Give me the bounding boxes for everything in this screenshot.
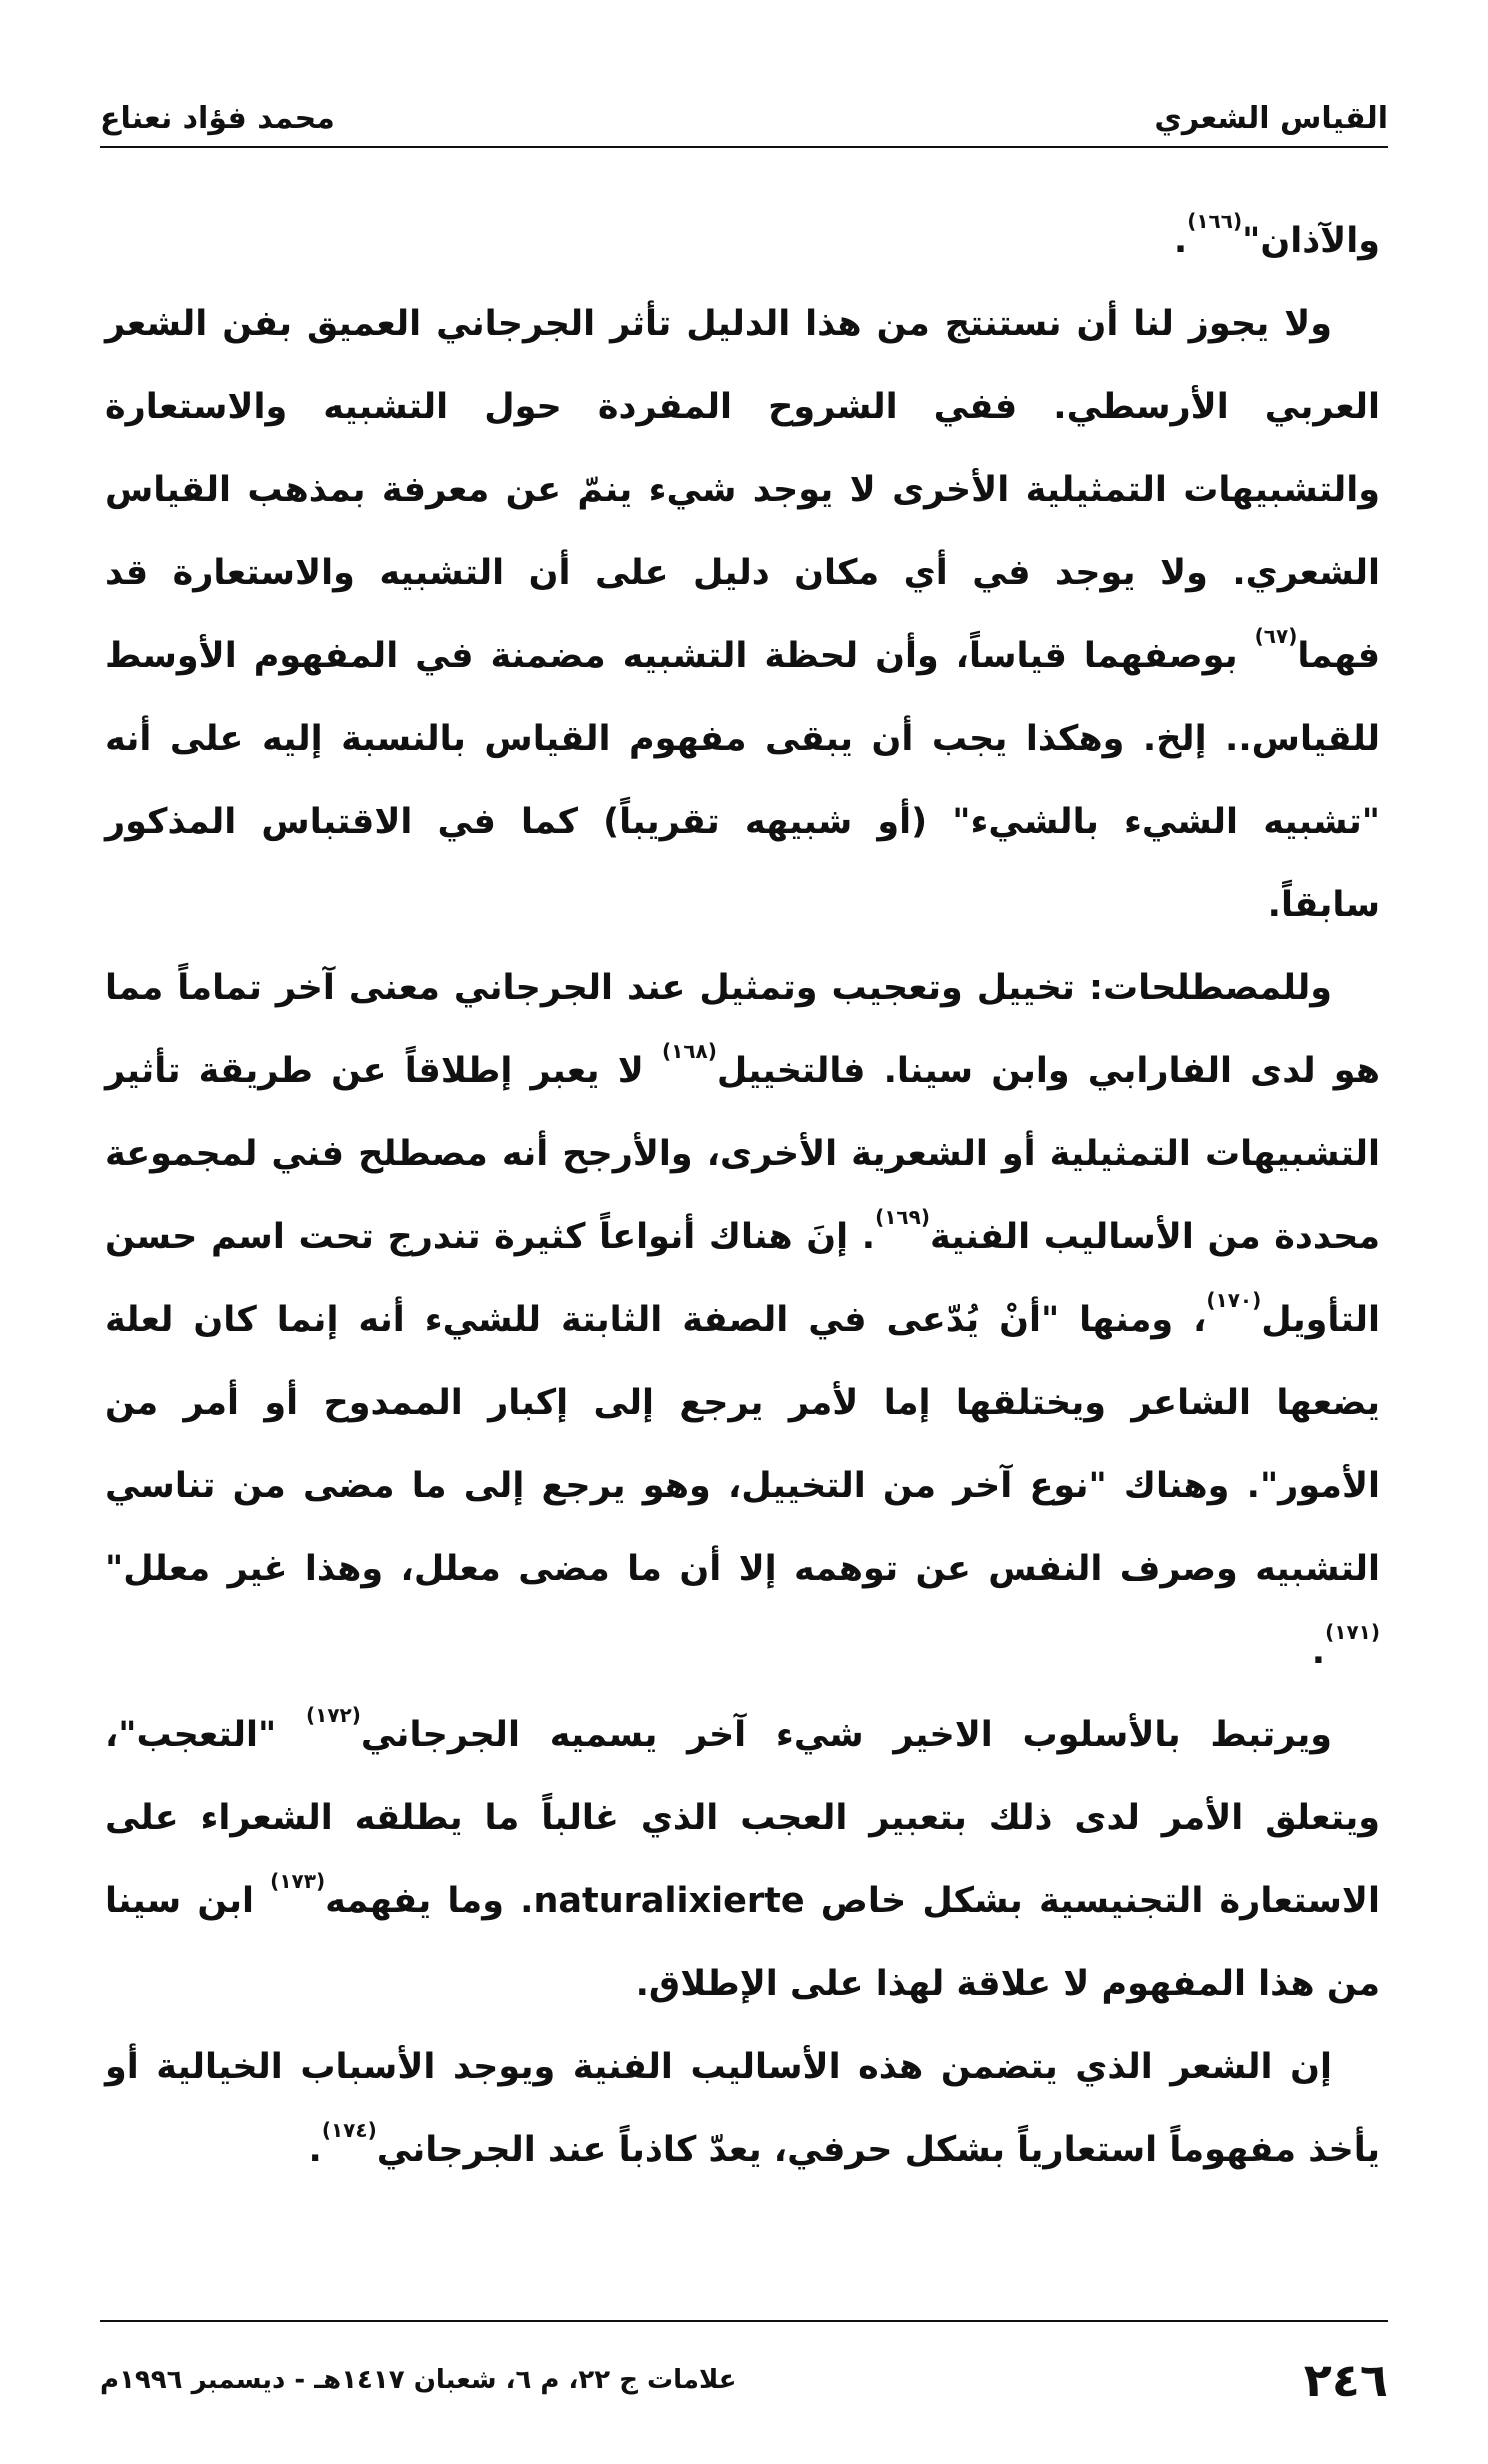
paragraph-text: . <box>1311 1632 1326 1672</box>
paragraph-text: . <box>1173 221 1188 261</box>
paragraph-text: . إنَ هناك أنواعاً كثيرة تندرج تحت اسم حسن التأويل <box>105 1217 1380 1340</box>
paragraph <box>105 1694 1380 2026</box>
footnote-marker: (١٧٠) <box>1206 1288 1262 1312</box>
footer-rule <box>100 2320 1388 2322</box>
journal-citation: علامات ج ٢٢، م ٦، شعبان ١٤١٧هـ - ديسمبر ١٩٩٦م <box>100 2365 737 2395</box>
footnote-marker: (١٧٢) <box>305 1703 361 1727</box>
paragraph-text: ولا يجوز لنا أن نستنتج من هذا الدليل تأثر الجرجاني العميق بفن الشعر العربي الأرسطي. ففي الشروح المفردة حول التشبيه والاستعارة والتشبيهات التمثيلية الأخرى لا يوجد شيء ينمّ عن معرفة بمذهب القياس الشعري. ولا يوجد في أي مكان دليل على أن التشبيه والاستعارة قد فهما <box>105 304 1380 676</box>
footnote-marker: (٦٧) <box>1254 624 1298 648</box>
footnote-marker: (١٦٩) <box>875 1205 930 1229</box>
body-text <box>105 200 1380 2192</box>
paragraph-text: . <box>308 2130 322 2170</box>
paragraph-text: "التعجب"، ويتعلق الأمر لدى ذلك بتعبير العجب الذي غالباً ما يطلقه الشعراء على الاستعارة التجنيسية بشكل خاص naturalixierte. وما يفهمه <box>105 1715 1380 1921</box>
header-author: محمد فؤاد نعناع <box>100 101 335 136</box>
page-footer <box>100 2340 1388 2420</box>
paragraph-text: ، ومنها "أنْ يُدّعى في الصفة الثابتة للشيء أنه إنما كان لعلة يضعها الشاعر ويختلقها إما لأمر يرجع إلى إكبار الممدوح أو أمر من الأمور". وهناك "نوع آخر من التخييل، وهو يرجع إلى ما مضى من تناسي التشبيه وصرف النفس عن توهمه إلا أن ما مضى معلل، وهذا غير معلل" <box>105 1300 1380 1589</box>
running-header <box>100 80 1388 148</box>
paragraph-text: لا يعبر إطلاقاً عن طريقة تأثير التشبيهات التمثيلية أو الشعرية الأخرى، والأرجح أنه مصطلح فني لمجموعة محددة من الأساليب الفنية <box>105 1051 1380 1257</box>
footnote-marker: (١٦٨) <box>661 1039 717 1063</box>
paragraph-text: ابن سينا من هذا المفهوم لا علاقة لهذا على الإطلاق. <box>105 1881 1380 2004</box>
paragraph-text: وللمصطلحات: تخييل وتعجيب وتمثيل عند الجرجاني معنى آخر تماماً مما هو لدى الفارابي وابن سينا. فالتخييل <box>105 968 1381 1091</box>
paragraph <box>105 283 1380 947</box>
paragraph-text: ويرتبط بالأسلوب الاخير شيء آخر يسميه الجرجاني <box>360 1715 1332 1755</box>
paragraph <box>105 2026 1380 2192</box>
header-title: القياس الشعري <box>1154 101 1388 136</box>
paragraph <box>105 947 1380 1694</box>
paragraph-text: بوصفهما قياساً، وأن لحظة التشبيه مضمنة في المفهوم الأوسط للقياس.. إلخ. وهكذا يجب أن يبقى مفهوم القياس بالنسبة إليه على أنه "تشبيه الشيء بالشيء" (أو شبيهه تقريباً) كما في الاقتباس المذكور سابقاً. <box>105 636 1380 925</box>
footnote-marker: (١٦٦) <box>1187 209 1243 233</box>
page-number: ٢٤٦ <box>1303 2353 1388 2407</box>
paragraph-text: إن الشعر الذي يتضمن هذه الأساليب الفنية ويوجد الأسباب الخيالية أو يأخذ مفهوماً استعارياً بشكل حرفي، يعدّ كاذباً عند الجرجاني <box>105 2047 1380 2170</box>
paragraph <box>105 200 1380 283</box>
footnote-marker: (١٧١) <box>1325 1620 1380 1644</box>
paragraph-text: والآذان" <box>1242 221 1380 261</box>
footnote-marker: (١٧٣) <box>270 1869 326 1893</box>
footnote-marker: (١٧٤) <box>321 2118 377 2142</box>
